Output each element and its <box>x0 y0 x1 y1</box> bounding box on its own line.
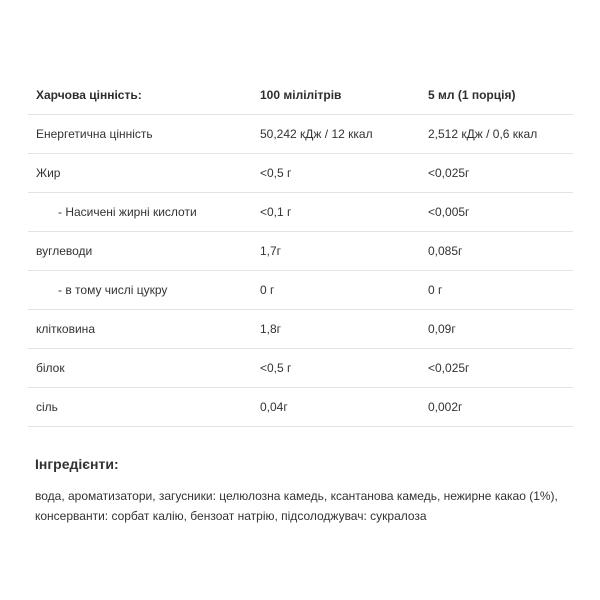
table-row <box>28 310 573 349</box>
value-per-portion: <0,025г <box>420 349 573 388</box>
value-per-portion: 0,002г <box>420 388 573 427</box>
nutrient-name: Енергетична цінність <box>28 115 252 154</box>
value-per-portion: <0,005г <box>420 193 573 232</box>
value-per-portion: <0,025г <box>420 154 573 193</box>
value-per-100ml: <0,5 г <box>252 154 420 193</box>
table-row <box>28 193 573 232</box>
table-row <box>28 154 573 193</box>
nutrition-table <box>28 76 573 427</box>
header-nutrition-value: Харчова цінність: <box>28 76 252 115</box>
nutrient-name: - в тому числі цукру <box>28 271 252 310</box>
value-per-100ml: 50,242 кДж / 12 ккал <box>252 115 420 154</box>
ingredients-title: Інгредієнти: <box>35 456 119 472</box>
value-per-100ml: 1,8г <box>252 310 420 349</box>
table-row <box>28 232 573 271</box>
table-row <box>28 271 573 310</box>
table-row <box>28 349 573 388</box>
value-per-portion: 0,09г <box>420 310 573 349</box>
nutrient-name: клітковина <box>28 310 252 349</box>
nutrient-name: білок <box>28 349 252 388</box>
table-header-row <box>28 76 573 115</box>
value-per-100ml: <0,1 г <box>252 193 420 232</box>
value-per-100ml: 0,04г <box>252 388 420 427</box>
value-per-100ml: 1,7г <box>252 232 420 271</box>
value-per-portion: 0,085г <box>420 232 573 271</box>
value-per-portion: 0 г <box>420 271 573 310</box>
header-per-100ml: 100 мілілітрів <box>252 76 420 115</box>
nutrient-name: - Насичені жирні кислоти <box>28 193 252 232</box>
value-per-100ml: 0 г <box>252 271 420 310</box>
table-row <box>28 115 573 154</box>
nutrient-name: Жир <box>28 154 252 193</box>
table-row <box>28 388 573 427</box>
value-per-100ml: <0,5 г <box>252 349 420 388</box>
nutrient-name: сіль <box>28 388 252 427</box>
ingredients-text: вода, ароматизатори, загусники: целюлозна камедь, ксантанова камедь, нежирне какао (1%), консерванти: сорбат калію, бензоат натрію, підсолоджувач: сукралоза <box>35 489 558 523</box>
value-per-portion: 2,512 кДж / 0,6 ккал <box>420 115 573 154</box>
nutrient-name: вуглеводи <box>28 232 252 271</box>
header-per-portion: 5 мл (1 порція) <box>420 76 573 115</box>
